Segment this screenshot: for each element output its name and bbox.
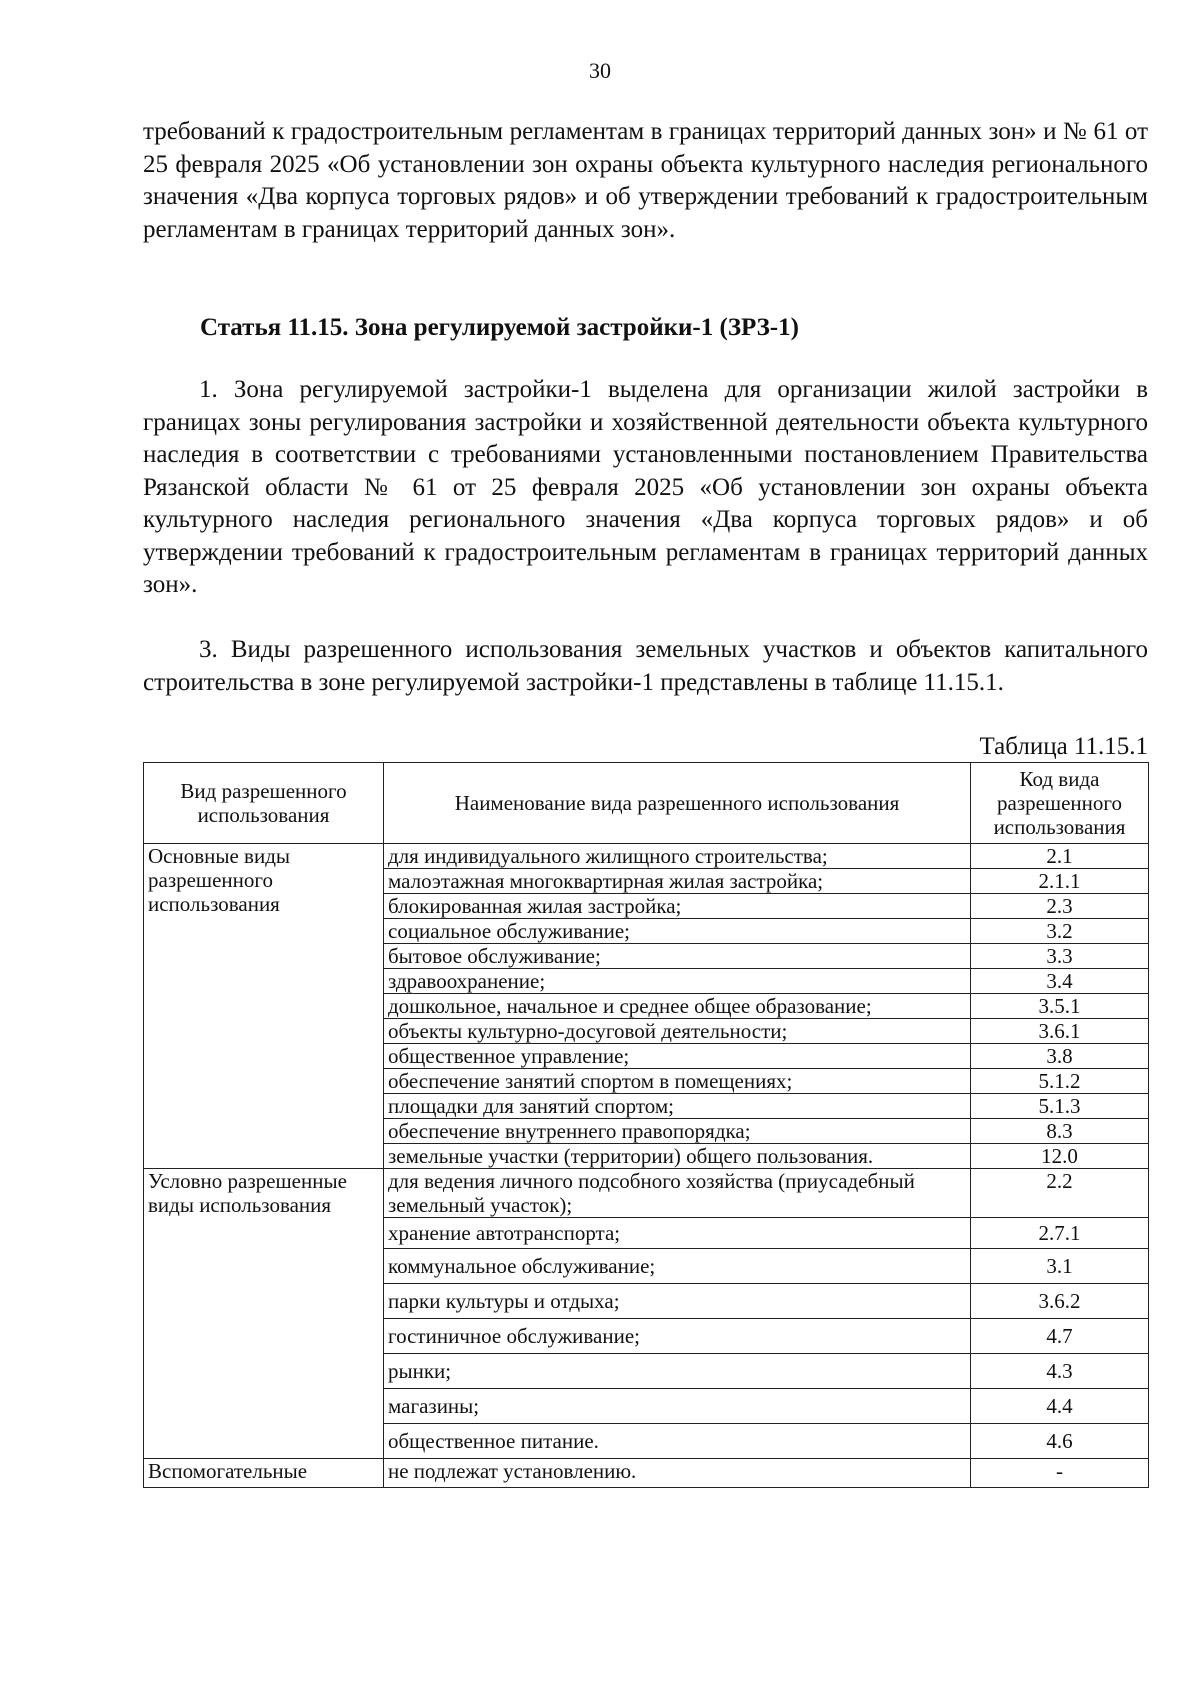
use-code-cell: 2.2 [971, 1169, 1149, 1218]
use-name-cell: парки культуры и отдыха; [384, 1284, 971, 1319]
use-code-cell: 5.1.3 [971, 1094, 1149, 1119]
use-name-cell: не подлежат установлению. [384, 1459, 971, 1488]
permitted-use-table [143, 762, 1149, 1488]
use-name-cell: магазины; [384, 1389, 971, 1424]
use-name-cell: обеспечение внутреннего правопорядка; [384, 1119, 971, 1144]
use-name-cell: коммунальное обслуживание; [384, 1249, 971, 1284]
article-heading: Статья 11.15. Зона регулируемой застройки-1 (ЗРЗ-1) [200, 314, 799, 341]
use-name-cell: объекты культурно-досуговой деятельности; [384, 1019, 971, 1044]
use-group-label: Вспомогательные [144, 1459, 384, 1488]
use-name-cell: гостиничное обслуживание; [384, 1319, 971, 1354]
use-name-cell: блокированная жилая застройка; [384, 894, 971, 919]
use-code-cell: 5.1.2 [971, 1069, 1149, 1094]
use-name-cell: для ведения личного подсобного хозяйства (приусадебный земельный участок); [384, 1169, 971, 1218]
use-group-label: Основные виды разрешенного использования [144, 844, 384, 1169]
use-code-cell: 3.2 [971, 919, 1149, 944]
table-body [144, 844, 1149, 1488]
use-code-cell: 2.1.1 [971, 869, 1149, 894]
use-code-cell: 4.3 [971, 1354, 1149, 1389]
use-code-cell: 4.4 [971, 1389, 1149, 1424]
use-code-cell: 4.6 [971, 1424, 1149, 1459]
table-row [144, 844, 1149, 869]
use-code-cell: 4.7 [971, 1319, 1149, 1354]
use-name-cell: общественное управление; [384, 1044, 971, 1069]
use-group-label: Условно разрешенные виды использования [144, 1169, 384, 1459]
table-row [144, 1459, 1149, 1488]
use-name-cell: бытовое обслуживание; [384, 944, 971, 969]
use-name-cell: обеспечение занятий спортом в помещениях; [384, 1069, 971, 1094]
use-code-cell: 3.5.1 [971, 994, 1149, 1019]
use-name-cell: общественное питание. [384, 1424, 971, 1459]
use-code-cell: - [971, 1459, 1149, 1488]
header-use-code: Код вида разрешенного использования [971, 763, 1149, 844]
use-name-cell: площадки для занятий спортом; [384, 1094, 971, 1119]
use-code-cell: 3.8 [971, 1044, 1149, 1069]
use-name-cell: здравоохранение; [384, 969, 971, 994]
paragraph-table-intro: 3. Виды разрешенного использования земельных участков и объектов капитального строительства в зоне регулируемой застройки-1 представлены в таблице 11.15.1. [143, 636, 1148, 696]
use-name-cell: рынки; [384, 1354, 971, 1389]
use-code-cell: 2.3 [971, 894, 1149, 919]
use-code-cell: 3.6.1 [971, 1019, 1149, 1044]
use-code-cell: 2.7.1 [971, 1218, 1149, 1249]
paragraph-zone-description: 1. Зона регулируемой застройки-1 выделена для организации жилой застройки в границах зоны регулирования застройки и хозяйственной деятельности объекта культурного наследия в соответствии с требованиями установленными постановлением Правительства Рязанской области № 61 от 25 февраля 2025 «Об установлении зон охраны объекта культурного наследия регионального значения «Два корпуса торговых рядов» и об утверждении требований к градостроительным регламентам в границах территорий данных зон». [143, 376, 1148, 598]
use-name-cell: земельные участки (территории) общего пользования. [384, 1144, 971, 1169]
use-code-cell: 12.0 [971, 1144, 1149, 1169]
use-code-cell: 3.4 [971, 969, 1149, 994]
use-code-cell: 8.3 [971, 1119, 1149, 1144]
page-number: 30 [589, 58, 611, 83]
header-use-type: Вид разрешенного использования [144, 763, 384, 844]
use-code-cell: 2.1 [971, 844, 1149, 869]
use-code-cell: 3.6.2 [971, 1284, 1149, 1319]
use-code-cell: 3.3 [971, 944, 1149, 969]
use-name-cell: малоэтажная многоквартирная жилая застройка; [384, 869, 971, 894]
header-use-name: Наименование вида разрешенного использования [384, 763, 971, 844]
table-row [144, 1169, 1149, 1218]
use-name-cell: социальное обслуживание; [384, 919, 971, 944]
table-caption: Таблица 11.15.1 [979, 733, 1148, 760]
use-name-cell: для индивидуального жилищного строительства; [384, 844, 971, 869]
use-code-cell: 3.1 [971, 1249, 1149, 1284]
paragraph-continuation: требований к градостроительным регламентам в границах территорий данных зон» и № 61 от 25 февраля 2025 «Об установлении зон охраны объекта культурного наследия регионального значения «Два корпуса торговых рядов» и об утверждении требований к градостроительным регламентам в границах территорий данных зон». [143, 118, 1148, 243]
use-name-cell: дошкольное, начальное и среднее общее образование; [384, 994, 971, 1019]
use-name-cell: хранение автотранспорта; [384, 1218, 971, 1249]
table-header-row [144, 763, 1149, 844]
